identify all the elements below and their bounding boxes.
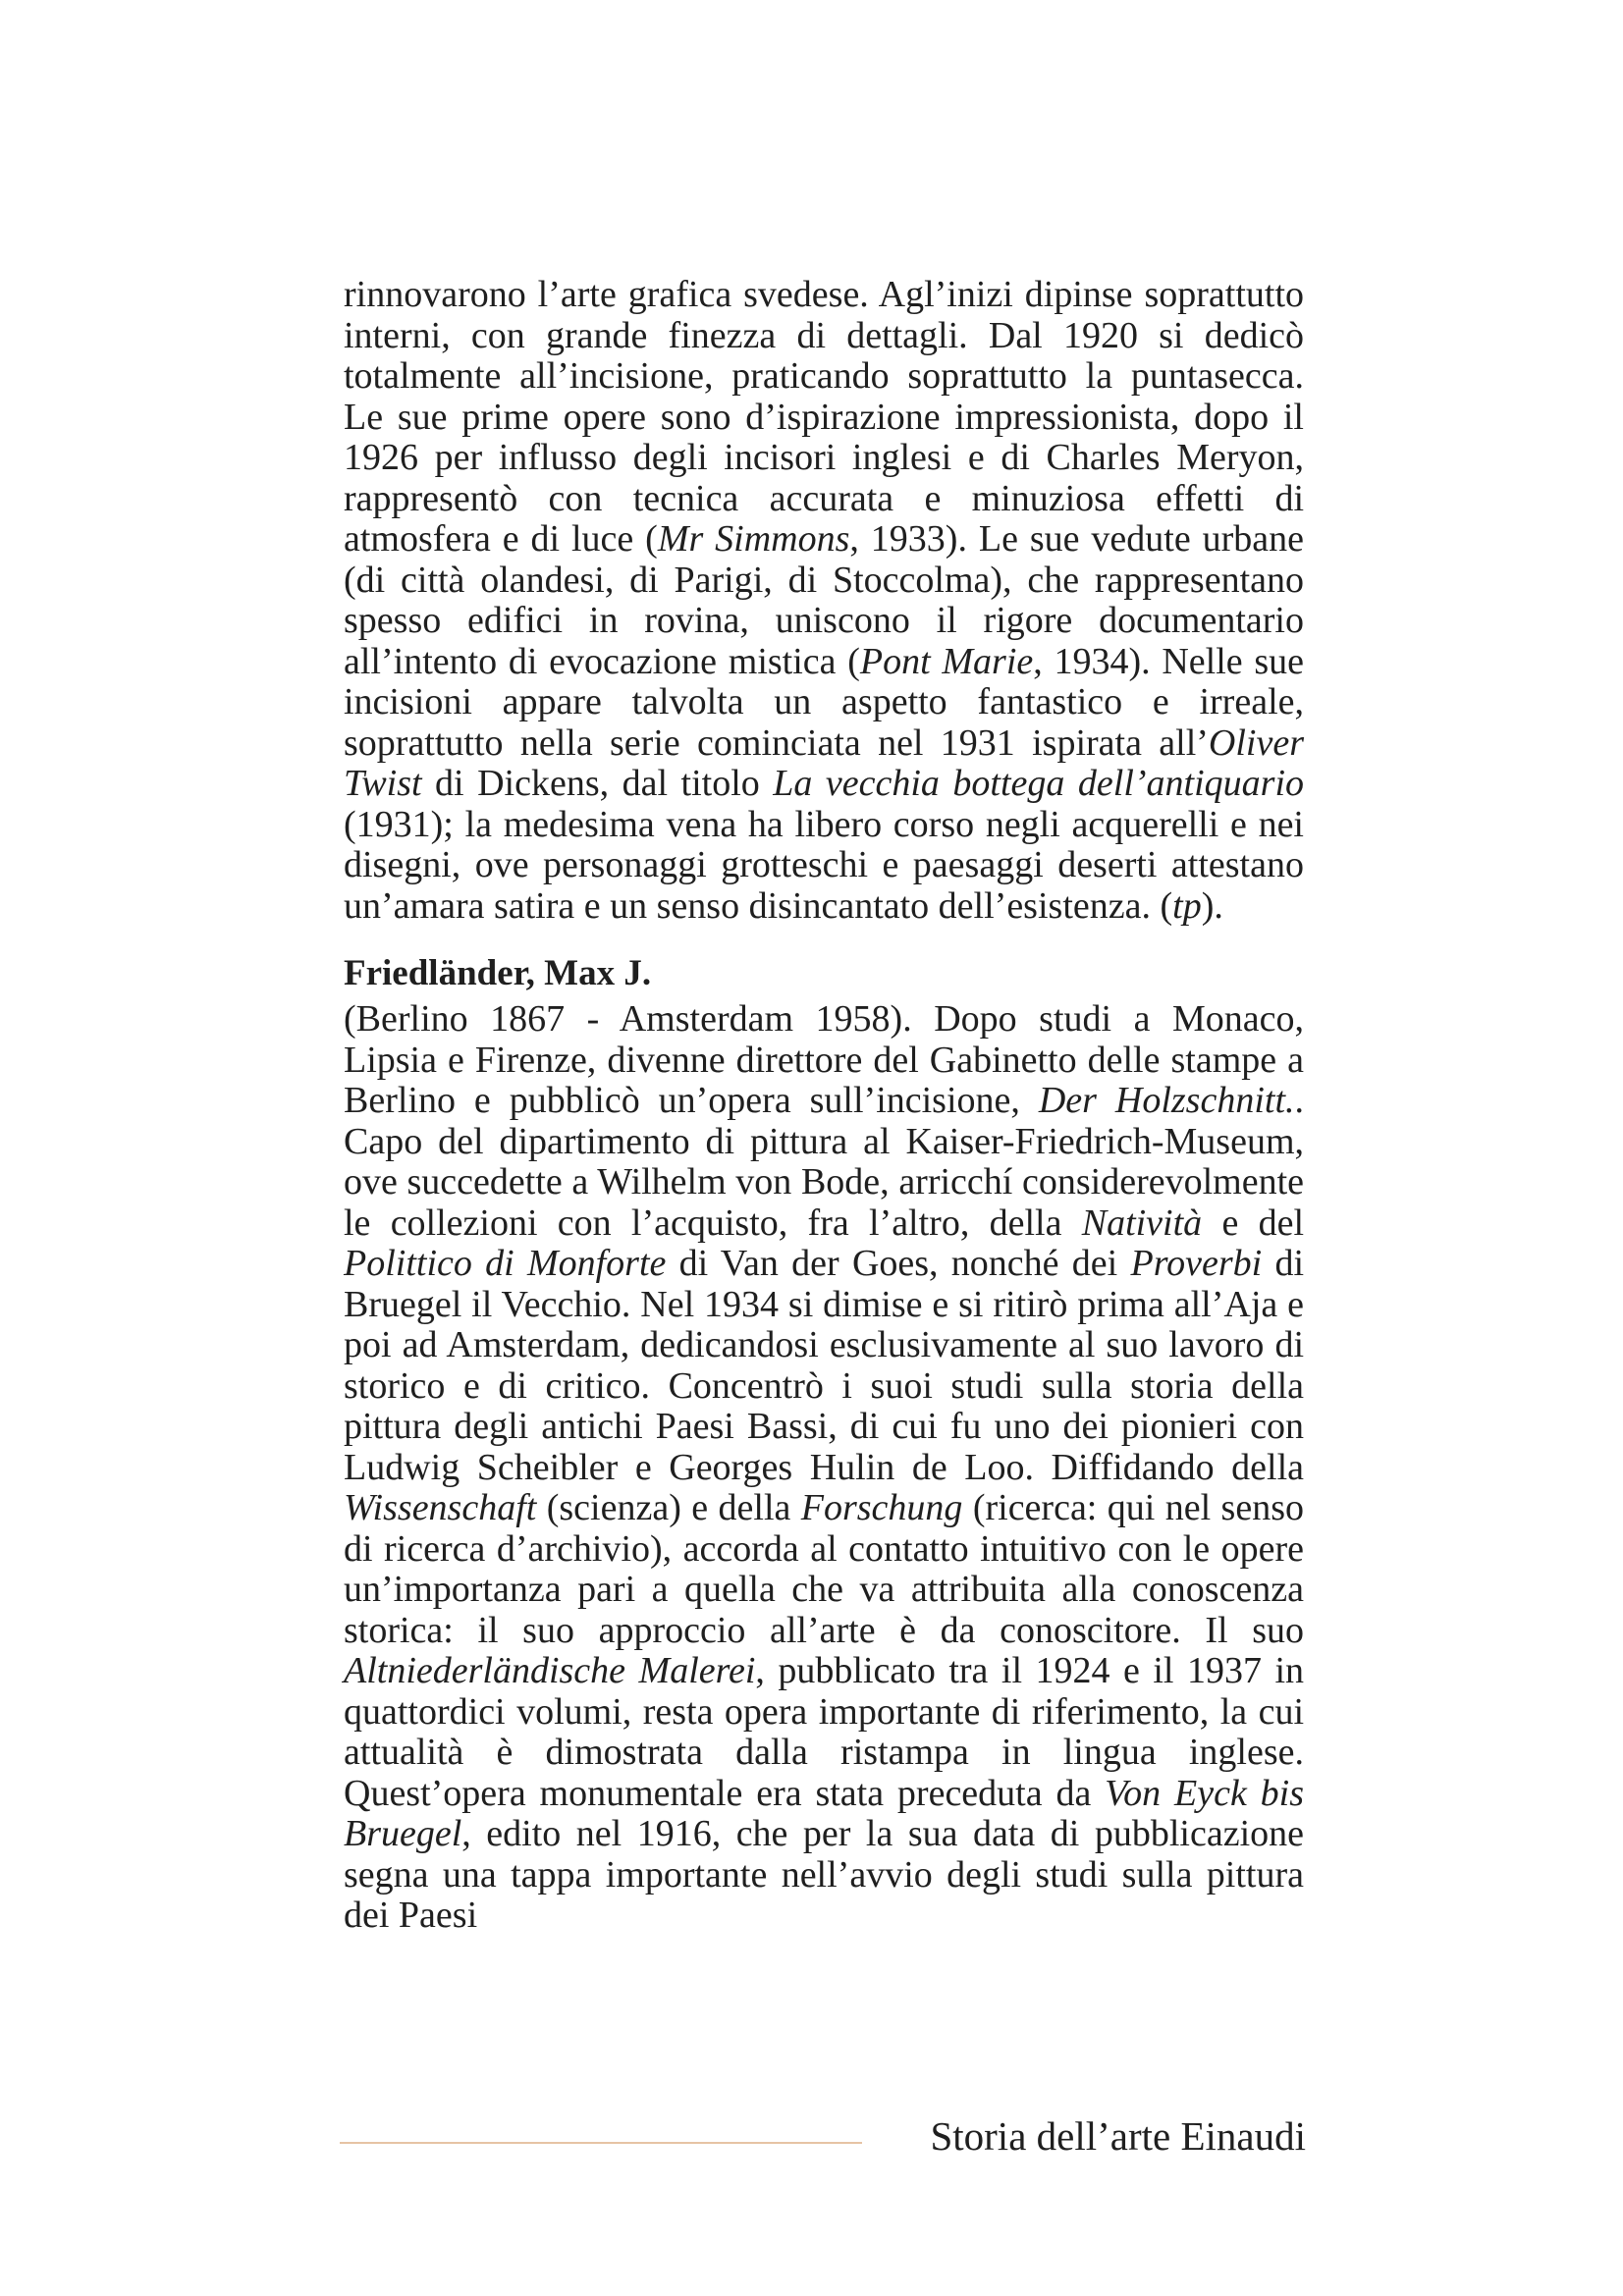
text-run: ). [1201,884,1223,927]
text-run: (Berlino 1867 - Amsterdam 1958). Dopo studi a Monaco, Lipsia e Firenze, divenne direttore del Gabinetto delle stampe a Berlino e pubblicò un’opera sull’incisione, [344,998,1304,1121]
entry-paragraph [344,999,1304,1937]
italic-title: Mr Simmons [657,518,850,560]
entry-heading: Friedländer, Max J. [344,953,652,993]
italic-title: Pont Marie [859,640,1034,682]
text-run: (1931); la medesima vena ha libero corso negli acquerelli e nei disegni, ove personaggi grotteschi e paesaggi deserti attestano un’amara satira e un senso disincantato dell’esistenza. ( [344,803,1304,927]
text-run: e del [1202,1201,1304,1244]
text-run: di Dickens, dal titolo [421,763,774,804]
author-initials: tp [1172,884,1202,927]
text-run: , 1933). Le sue vedute urbane (di città olandesi, di Parigi, di Stoccolma), che rappresentano spesso edifici in rovina, uniscono il rigore documentario all’intento di evocazione mistica ( [344,518,1304,682]
italic-term: Wissenschaft [344,1487,537,1528]
text-run: di Van der Goes, nonché dei [666,1243,1131,1284]
text-run: . Capo del dipartimento di pittura al Kaiser-Friedrich-Museum, ove succedette a Wilhelm von Bode, arricchí considerevolmente le collezioni con l’acquisto, fra l’altro, della [344,1080,1304,1244]
entry-continuation-paragraph [344,275,1304,927]
footer-divider [340,2142,862,2144]
italic-title: Altniederländische Malerei [344,1650,756,1691]
text-run: , 1934). Nelle sue incisioni appare talvolta un aspetto fantastico e irreale, soprattutto nella serie cominciata nel 1931 ispirata all’ [344,640,1304,764]
text-run: , edito nel 1916, che per la sua data di pubblicazione segna una tappa importante nell’avvio degli studi sulla pittura dei Paesi [344,1813,1304,1936]
italic-title: Von Eyck bis Bruegel [344,1772,1304,1854]
text-run: (ricerca: qui nel senso di ricerca d’archivio), accorda al contatto intuitivo con le opere un’importanza pari a quella che va attribuita alla conoscenza storica: il suo approccio all’arte è da conoscitore. Il suo [344,1487,1304,1651]
italic-title: La vecchia bottega dell’antiquario [773,763,1305,804]
text-run: rinnovarono l’arte grafica svedese. Agl’inizi dipinse soprattutto interni, con grande finezza di dettagli. Dal 1920 si dedicò totalmente all’incisione, praticando soprattutto la puntasecca. Le sue prime opere sono d’ispirazione impressionista, dopo il 1926 per influsso degli incisori inglesi e di Charles Meryon, rappresentò con tecnica accurata e minuziosa effetti di atmosfera e di luce ( [344,274,1304,560]
italic-term: Forschung [800,1487,963,1528]
italic-title: Natività [1081,1201,1203,1244]
footer-publication-title: Storia dell’arte Einaudi [930,2113,1306,2159]
page-footer [340,2109,1306,2171]
text-run: di Bruegel il Vecchio. Nel 1934 si dimise e si ritirò prima all’Aja e poi ad Amsterdam, dedicandosi esclusivamente al suo lavoro di storico e di critico. Concentrò i suoi studi sulla storia della pittura degli antichi Paesi Bassi, di cui fu uno dei pionieri con Ludwig Scheibler e Georges Hulin de Loo. Diffidando della [344,1243,1304,1488]
italic-title: Der Holzschnitt. [1038,1080,1295,1121]
italic-title: Polittico di Monforte [344,1243,667,1284]
page-body [344,275,1304,1937]
italic-title: Proverbi [1130,1243,1263,1284]
text-run: (scienza) e della [536,1487,801,1528]
text-run: , pubblicato tra il 1924 e il 1937 in quattordici volumi, resta opera importante di riferimento, la cui attualità è dimostrata dalla ristampa in lingua inglese. Quest’opera monumentale era stata preceduta da [344,1650,1305,1814]
italic-title: Oliver Twist [344,721,1304,804]
